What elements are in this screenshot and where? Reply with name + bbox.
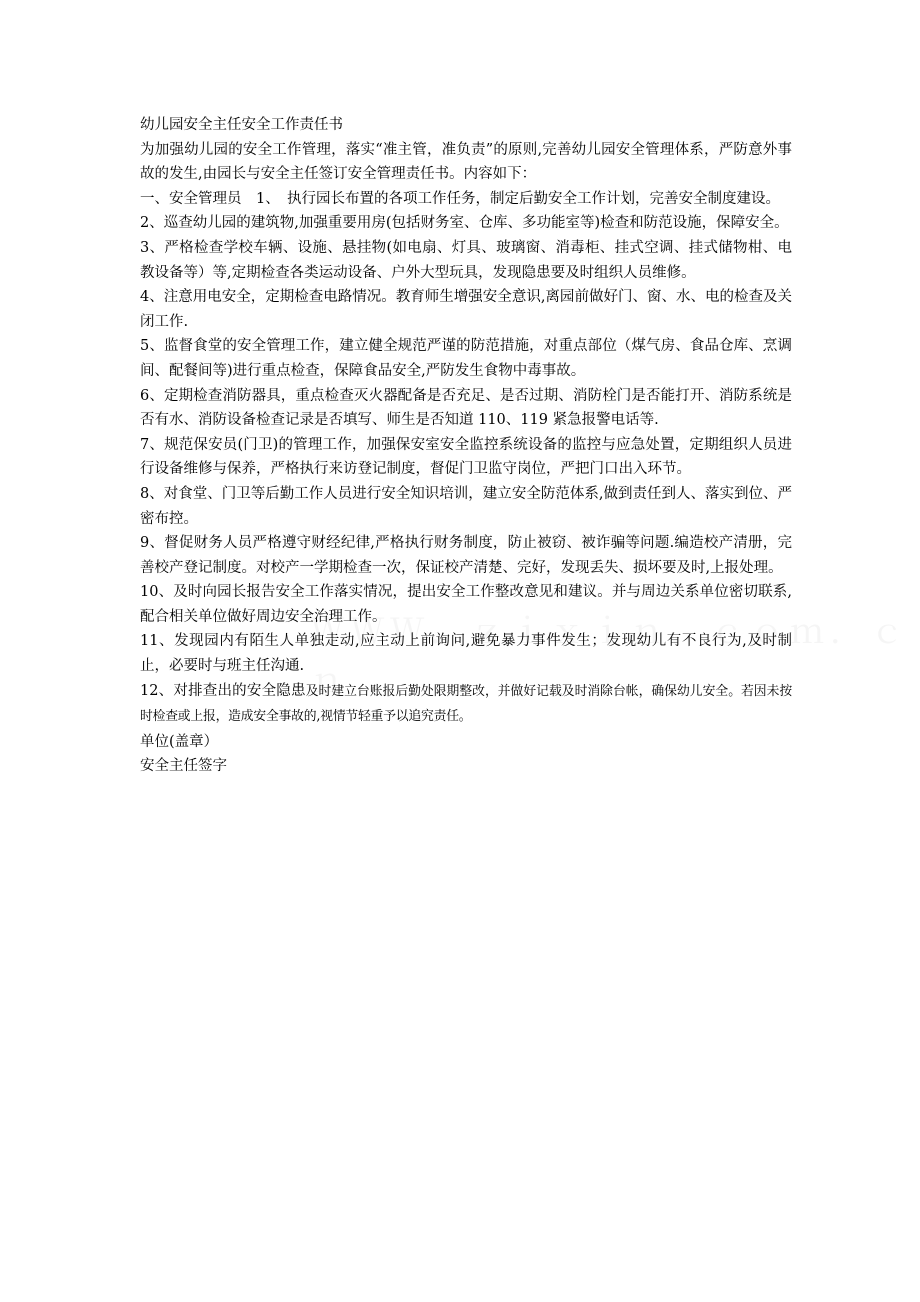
item-9: 9、督促财务人员严格遵守财经纪律,严格执行财务制度，防止被窃、被诈骗等问题.编造校产清册，完善校产登记制度。对校产一学期检查一次，保证校产清楚、完好，发现丢失、损坏要及时,上报处理。: [140, 535, 792, 576]
item-2: 2、巡查幼儿园的建筑物,加强重要用房(包括财务室、仓库、多功能室等)检查和防范设施，保障安全。: [140, 215, 789, 232]
document-page: [140, 113, 792, 779]
unit-seal-label: 单位(盖章）: [140, 733, 219, 750]
item-5: 5、监督食堂的安全管理工作，建立健全规范严谨的防范措施，对重点部位（煤气房、食品仓库、烹调间、配餐间等)进行重点检查，保障食品安全,严防发生食物中毒事故。: [140, 338, 792, 379]
intro-paragraph: 为加强幼儿园的安全工作管理，落实“准主管，准负责”的原则,完善幼儿园安全管理体系，严防意外事故的发生,由园长与安全主任签订安全管理责任书。内容如下：: [140, 141, 792, 183]
item-8: 8、对食堂、门卫等后勤工作人员进行安全知识培训，建立安全防范体系,做到责任到人、落实到位、严密布控。: [140, 485, 792, 527]
item-10: 10、及时向园长报告安全工作落实情况，提出安全工作整改意见和建议。并与周边关系单位密切联系,配合相关单位做好周边安全治理工作。: [140, 584, 792, 625]
signature-label: 安全主任签字: [140, 758, 227, 775]
item-11: 11、发现园内有陌生人单独走动,应主动上前询问,避免暴力事件发生；发现幼儿有不良行为,及时制止，必要时与班主任沟通.: [140, 633, 792, 675]
item-12: [140, 679, 792, 730]
item-4: 4、注意用电安全，定期检查电路情况。教育师生增强安全意识,离园前做好门、窗、水、电的检查及关闭工作.: [140, 289, 792, 330]
item-1: 一、安全管理员 1、 执行园长布置的各项工作任务，制定后勤安全工作计划，完善安全制度建设。: [140, 190, 780, 207]
item-6: 6、定期检查消防器具，重点检查灭火器配备是否充足、是否过期、消防栓门是否能打开、消防系统是否有水、消防设备检查记录是否填写、师生是否知道 110、119 紧急报警电话等.: [140, 387, 792, 429]
item-3: 3、严格检查学校车辆、设施、悬挂物(如电扇、灯具、玻璃窗、消毒柜、挂式空调、挂式储物柑、电教设备等）等,定期检查各类运动设备、户外大型玩具，发现隐患要及时组织人员维修。: [140, 239, 792, 281]
item-12-tail: 及时建立台账报后勤处限期整改，并做好记载及时消除台帐，确保幼儿安全。若因未按时检查或上报，造成安全事故的,视情节轻重予以追究责任。: [140, 683, 793, 725]
document-title: 幼儿园安全主任安全工作责任书: [140, 117, 343, 133]
item-7: 7、规范保安员(门卫)的管理工作，加强保安室安全监控系统设备的监控与应急处置，定期组织人员进行设备维修与保养，严格执行来访登记制度，督促门卫监守岗位，严把门口出入环节。: [140, 436, 792, 478]
item-12-head: 12、对排查出的安全隐患: [140, 682, 306, 699]
